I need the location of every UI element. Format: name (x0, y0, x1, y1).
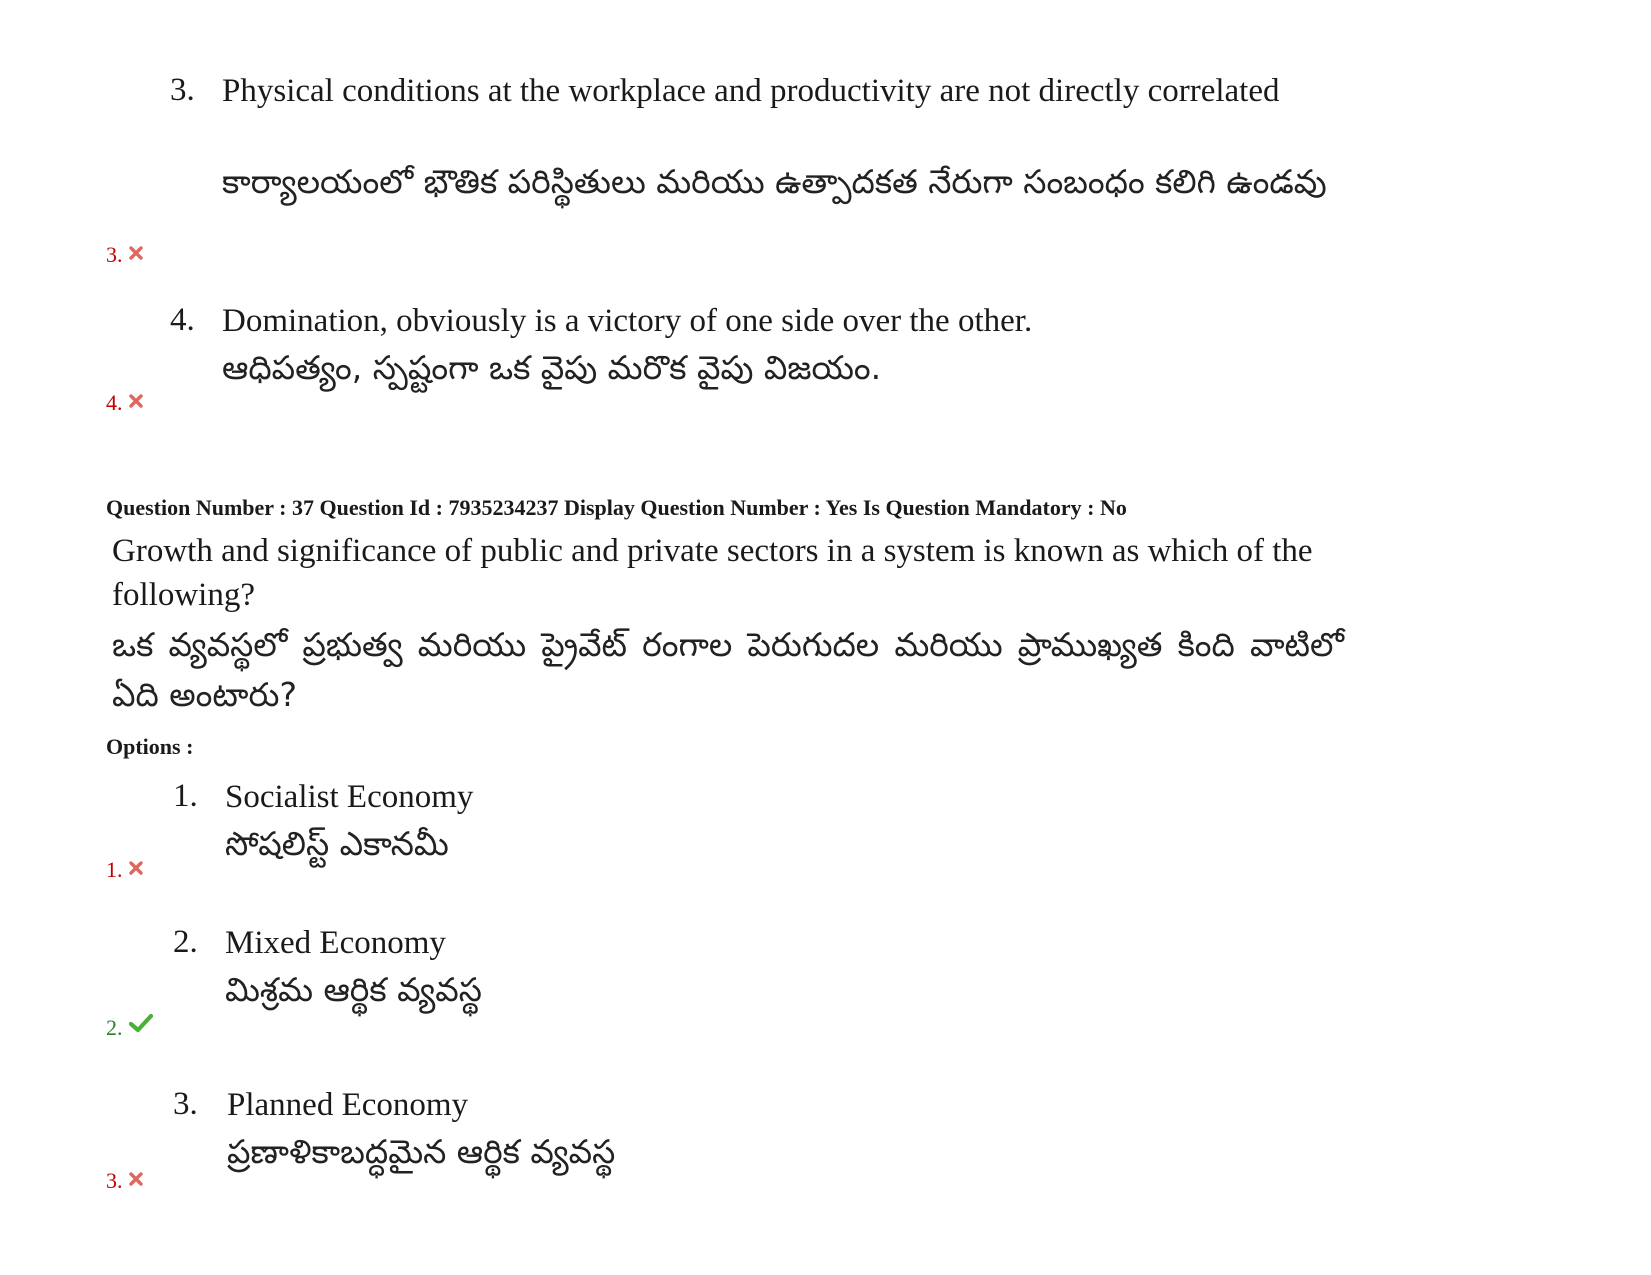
question-telugu-text: ఒక వ్యవస్థలో ప్రభుత్వ మరియు ప్రైవేట్ రంగాల పెరుగుదల మరియు ప్రాముఖ్యత కింది వాటిలో ఏది అంటారు? (112, 625, 1344, 714)
option-english-text: Physical conditions at the workplace and productivity are not directly correlated (222, 73, 1280, 109)
answer-marker-wrong (106, 1168, 143, 1192)
option-1 (173, 776, 1073, 876)
option-number: 1. (173, 778, 198, 814)
prev-option-3 (170, 70, 1344, 260)
option-telugu-text: సోషలిస్ట్ ఎకానమీ (225, 824, 449, 863)
prev-option-4 (170, 300, 1344, 400)
cross-icon (129, 1168, 143, 1190)
cross-icon (129, 242, 143, 264)
answer-marker-wrong (106, 857, 143, 881)
option-3 (173, 1084, 1073, 1184)
check-icon (129, 1013, 153, 1037)
option-english-text: Domination, obviously is a victory of one side over the other. (222, 303, 1033, 339)
marker-label: 3. (106, 242, 123, 267)
option-number: 3. (170, 72, 195, 108)
option-english-text: Socialist Economy (225, 779, 474, 815)
question-english-text: Growth and significance of public and private sectors in a system is known as which of the following? (112, 533, 1313, 613)
option-telugu-text: కార్యాలయంలో భౌతిక పరిస్థితులు మరియు ఉత్పాదకత నేరుగా సంబంధం కలిగి ఉండవు (222, 162, 1327, 201)
cross-icon (129, 390, 143, 412)
answer-marker-correct (106, 1013, 153, 1039)
answer-marker-wrong (106, 242, 143, 266)
option-telugu-text: ప్రణాళికాబద్ధమైన ఆర్థిక వ్యవస్థ (227, 1132, 616, 1171)
marker-label: 2. (106, 1015, 123, 1040)
marker-label: 1. (106, 857, 123, 882)
marker-label: 3. (106, 1168, 123, 1193)
option-2 (173, 922, 1073, 1022)
options-label: Options : (106, 734, 194, 759)
option-english-text: Mixed Economy (225, 925, 446, 961)
marker-label: 4. (106, 390, 123, 415)
cross-icon (129, 857, 143, 879)
option-english-text: Planned Economy (227, 1087, 469, 1123)
option-number: 3. (173, 1086, 198, 1122)
question-meta-line: Question Number : 37 Question Id : 7935234237 Display Question Number : Yes Is Question Mandatory : No (106, 495, 1127, 520)
option-number: 4. (170, 302, 195, 338)
option-number: 2. (173, 924, 198, 960)
option-telugu-text: మిశ్రమ ఆర్థిక వ్యవస్థ (225, 970, 482, 1009)
answer-marker-wrong (106, 390, 143, 414)
option-telugu-text: ఆధిపత్యం, స్పష్టంగా ఒక వైపు మరొక వైపు విజయం. (222, 348, 882, 387)
